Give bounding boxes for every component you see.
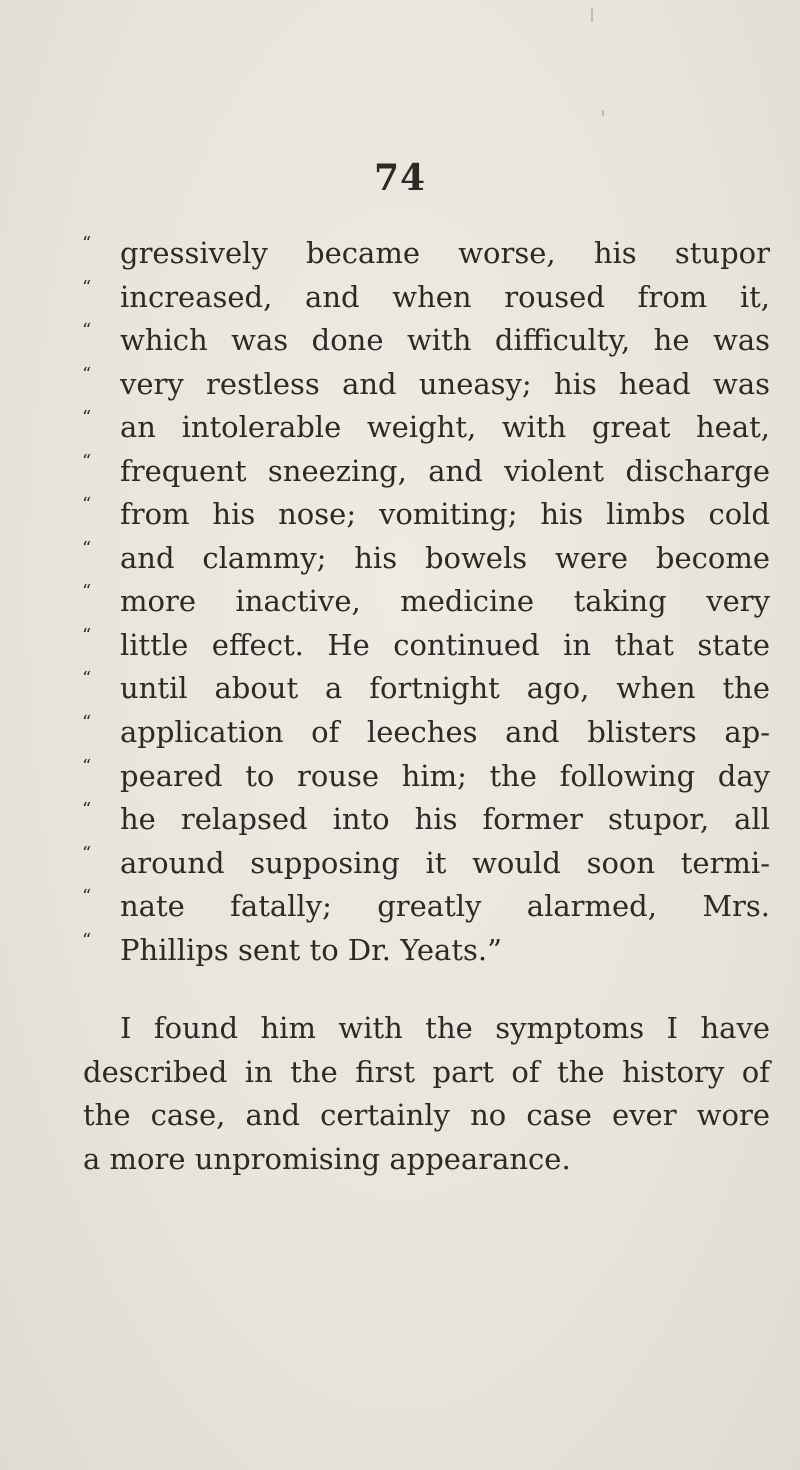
opening-quote-mark: “ [82,886,92,908]
quoted-line-text: and clammy; his bowels were become [120,540,770,575]
quoted-line-text: which was done with difficulty, he was [120,323,770,358]
quoted-line-text: little effect. He continued in that state [120,627,770,662]
opening-quote-mark: “ [82,668,92,690]
quoted-line [82,667,770,711]
opening-quote-mark: “ [82,712,92,734]
paragraph-line [83,1094,770,1138]
quoted-line-text: more inactive, medicine taking very [120,584,770,619]
quoted-line [82,842,770,886]
quoted-line-text: he relapsed into his former stupor, all [120,802,770,837]
opening-quote-mark: “ [82,624,92,646]
opening-quote-mark: “ [82,929,92,951]
paper-speck [591,8,593,22]
paragraph-line-text: the case, and certainly no case ever wore [83,1098,770,1132]
opening-quote-mark: “ [82,755,92,777]
quoted-line-text: very restless and uneasy; his head was [120,366,770,401]
opening-quote-mark: “ [82,363,92,385]
quoted-line-text: gressively became worse, his stupor [120,236,770,270]
quoted-line [82,580,770,624]
quoted-line-text: nate fatally; greatly alarmed, Mrs. [120,889,770,924]
quoted-line [82,624,770,668]
opening-quote-mark: “ [82,276,92,298]
quoted-line-text: around supposing it would soon termi- [120,845,770,880]
paragraph-line [83,1051,770,1095]
paper-speck [602,110,604,116]
opening-quote-mark: “ [82,450,92,472]
quoted-line [82,537,770,581]
opening-quote-mark: “ [82,537,92,559]
paragraph-line-text: a more unpromising appearance. [83,1141,571,1176]
paragraph-line [83,1138,770,1182]
page-number: 74 [373,157,427,199]
opening-quote-mark: “ [82,233,92,254]
quoted-line [82,319,770,363]
quoted-line [82,929,770,973]
quoted-line-text: application of leeches and blisters ap- [120,715,770,750]
quoted-line-text: increased, and when roused from it, [120,279,770,314]
paragraph-line-text: I found him with the symptoms I have [120,1011,770,1045]
quoted-line [82,798,770,842]
quoted-line-text: until about a fortnight ago, when the [120,671,770,706]
quoted-line [82,885,770,929]
opening-quote-mark: “ [82,407,92,429]
quoted-passage [82,232,770,972]
paragraph-line [83,1007,770,1051]
quoted-line-text: Phillips sent to Dr. Yeats.” [120,932,502,967]
quoted-line-text: peared to rouse him; the following day [120,758,770,793]
quoted-line [82,363,770,407]
quoted-line [82,276,770,320]
quoted-line [82,755,770,799]
opening-quote-mark: “ [82,842,92,864]
opening-quote-mark: “ [82,581,92,603]
body-paragraph [83,1007,770,1181]
quoted-line [82,406,770,450]
quoted-line [82,711,770,755]
quoted-line-text: frequent sneezing, and violent discharge [120,453,770,488]
quoted-line-text: an intolerable weight, with great heat, [120,410,770,445]
paragraph-line-text: described in the first part of the history of [83,1054,770,1089]
opening-quote-mark: “ [82,320,92,342]
quoted-line [82,493,770,537]
opening-quote-mark: “ [82,494,92,516]
quoted-line [82,450,770,494]
quoted-line-text: from his nose; vomiting; his limbs cold [120,497,770,532]
opening-quote-mark: “ [82,799,92,821]
quoted-line [82,232,770,276]
